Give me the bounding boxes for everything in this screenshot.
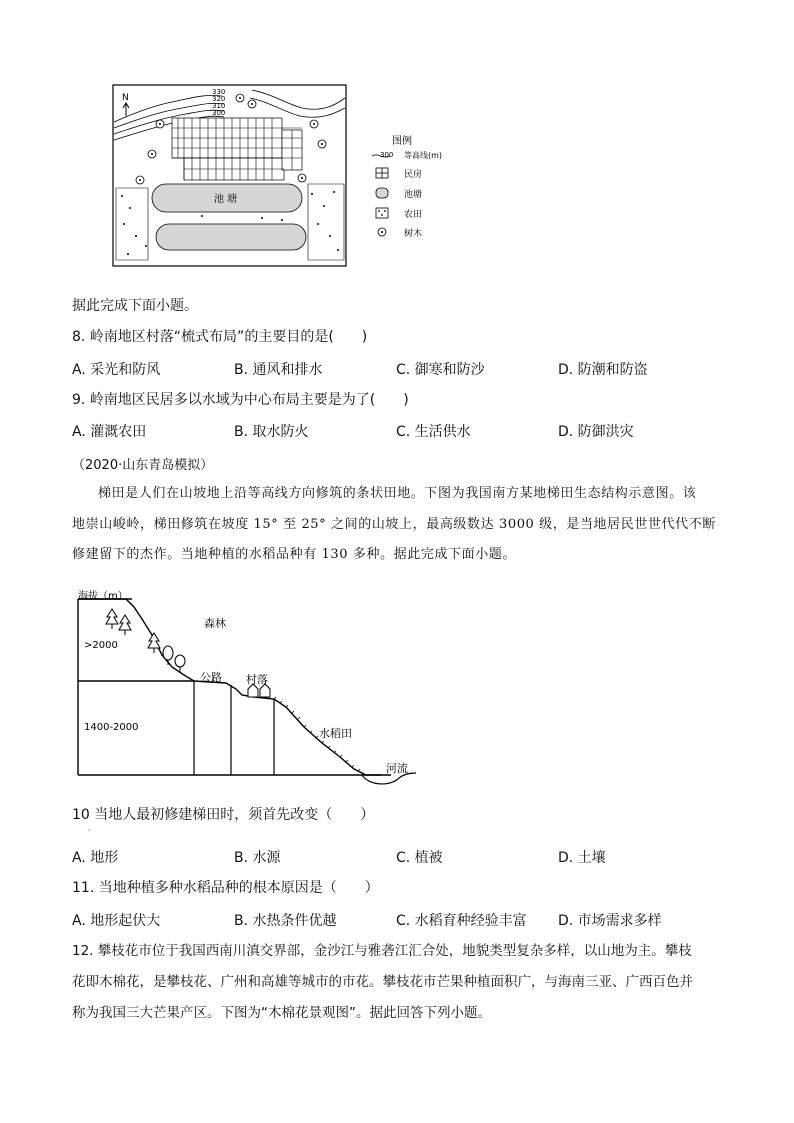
terrace-profile-figure <box>76 585 422 791</box>
q8-option-a[interactable]: A. 采光和防风 <box>72 362 161 378</box>
north-label: N <box>122 93 129 103</box>
village-label: 村落 <box>246 673 268 686</box>
q10-option-d[interactable]: D. 土壤 <box>558 850 606 866</box>
q10-option-b[interactable]: B. 水源 <box>234 850 281 866</box>
q11-stem: 11. 当地种植多种水稻品种的根本原因是（ ） <box>72 880 379 896</box>
q9-option-a[interactable]: A. 灌溉农田 <box>72 424 147 440</box>
q10-option-a[interactable]: A. 地形 <box>72 850 119 866</box>
legend-title: 图例 <box>392 136 412 147</box>
legend-farmland-label: 农田 <box>404 210 423 220</box>
legend-tree-icon <box>378 228 386 236</box>
contour-300: 300 <box>212 109 226 117</box>
pond-lower <box>156 224 306 250</box>
q11-option-d[interactable]: D. 市场需求多样 <box>558 913 662 929</box>
pond-label: 池 塘 <box>214 194 238 205</box>
q10-option-c[interactable]: C. 植被 <box>396 850 443 866</box>
forest-label: 森林 <box>204 617 226 630</box>
y-axis-label: 海拔（m） <box>78 591 128 602</box>
q9-option-b[interactable]: B. 取水防火 <box>234 424 309 440</box>
q11-option-b[interactable]: B. 水热条件优越 <box>234 913 337 929</box>
q8-option-b[interactable]: B. 通风和排水 <box>234 362 323 378</box>
q11-option-a[interactable]: A. 地形起伏大 <box>72 913 161 929</box>
band-upper-label: >2000 <box>84 640 118 651</box>
q8-stem: 8. 岭南地区村落“梳式布局”的主要目的是( ) <box>72 329 368 345</box>
village-map-figure <box>112 84 348 268</box>
paddy-label: 水稻田 <box>319 727 352 740</box>
legend-pond-label: 池塘 <box>404 190 423 200</box>
q9-option-d[interactable]: D. 防御洪灾 <box>558 424 634 440</box>
legend-house-label: 民房 <box>404 170 423 180</box>
q9-stem: 9. 岭南地区民居多以水域为中心布局主要是为了( ) <box>72 392 409 408</box>
legend-contour-label: 等高线(m) <box>404 151 443 160</box>
passage-line-1: 梯田是人们在山坡地上沿等高线方向修筑的条状田地。下图为我国南方某地梯田生态结构示意图。该 <box>98 486 697 501</box>
q12-line-2: 花即木棉花，是攀枝花、广州和高雄等城市的市花。攀枝花市芒果种植面积广，与海南三亚、广西百色并 <box>72 974 693 990</box>
q10-mark: · <box>88 826 91 835</box>
legend-tree-label: 树木 <box>404 229 423 239</box>
contour-320: 320 <box>212 95 226 103</box>
legend-house-icon <box>376 168 388 178</box>
q12-line-3: 称为我国三大芒果产区。下图为“木棉花景观图”。据此回答下列小题。 <box>72 1005 491 1021</box>
legend-farmland-icon <box>376 208 388 218</box>
q12-line-1: 12. 攀枝花市位于我国西南川滇交界部，金沙江与雅砻江汇合处，地貌类型复杂多样，以山地为主。攀枝 <box>72 943 692 959</box>
band-lower-label: 1400-2000 <box>84 722 139 733</box>
contour-310: 310 <box>212 102 226 110</box>
q11-option-c[interactable]: C. 水稻育种经验丰富 <box>396 913 527 929</box>
legend-pond-icon <box>376 188 388 198</box>
q10-stem: 10 当地人最初修建梯田时，须首先改变（ ） <box>72 807 375 823</box>
road-label: 公路 <box>200 671 222 684</box>
q8-option-c[interactable]: C. 御寒和防沙 <box>396 362 485 378</box>
river-label: 河流 <box>386 762 408 775</box>
passage-line-2: 地崇山峻岭，梯田修筑在坡度 15° 至 25° 之间的山坡上，最高级数达 3000 级，是当地居民世世代代不断 <box>72 517 716 532</box>
legend-contour-value: 300 <box>380 151 394 159</box>
passage-line-3: 修建留下的杰作。当地种植的水稻品种有 130 多种。据此完成下面小题。 <box>72 547 517 562</box>
intro-text: 据此完成下面小题。 <box>72 298 198 314</box>
q9-option-c[interactable]: C. 生活供水 <box>396 424 471 440</box>
contour-330: 330 <box>212 88 226 96</box>
q8-option-d[interactable]: D. 防潮和防盗 <box>558 362 648 378</box>
forest-tree-icons <box>106 609 185 672</box>
source-note: （2020·山东青岛模拟） <box>72 458 214 473</box>
map-legend <box>370 134 470 242</box>
